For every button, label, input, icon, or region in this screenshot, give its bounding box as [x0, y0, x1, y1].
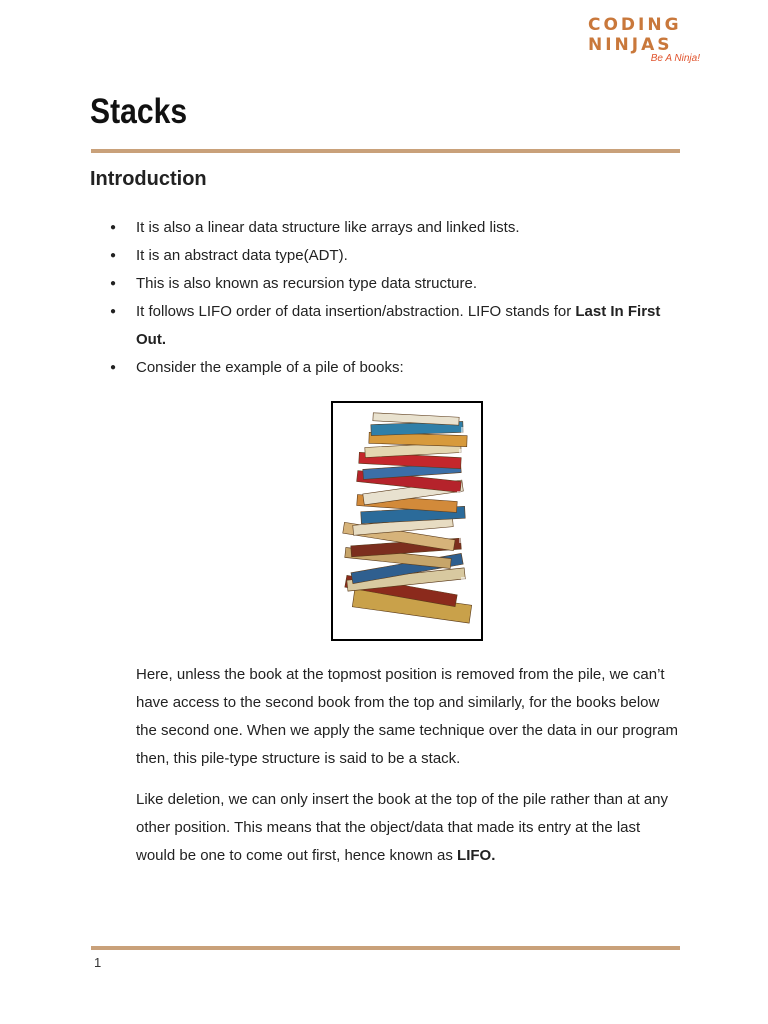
paragraph-text: Like deletion, we can only insert the book at the top of the pile rather than at any other position. This means that the object/data that made its entry at the last would be one to come out first, hence known as [136, 791, 669, 864]
bullet-item [110, 298, 680, 354]
page-title: Stacks [90, 92, 188, 131]
bullet-item: ● This is also known as recursion type data structure. [110, 270, 680, 298]
page-number: 1 [94, 955, 102, 970]
bullet-item: ● It is also a linear data structure like arrays and linked lists. [110, 214, 680, 242]
paragraph-insertion [136, 786, 681, 870]
bullet-item: ● Consider the example of a pile of books: [110, 354, 680, 382]
section-heading: Introduction [90, 168, 207, 190]
intro-bullet-list [110, 214, 680, 382]
paragraph-bold-text: LIFO. [457, 847, 496, 864]
footer-divider [91, 946, 680, 950]
logo-tagline: Be A Ninja! [650, 53, 700, 64]
bullet-item: ● It is an abstract data type(ADT). [110, 242, 680, 270]
title-divider [91, 149, 680, 153]
paragraph-topmost-book: Here, unless the book at the topmost position is removed from the pile, we can’t have access to the second book from the top and similarly, for the books below the second one. When we apply the same technique over the data in our program then, this pile-type structure is said to be a stack. [136, 666, 678, 767]
coding-ninjas-logo [588, 14, 706, 70]
book-pile-image [331, 401, 483, 641]
book-stack-icon [333, 403, 481, 639]
bullet-bold-text: Last In First Out. [136, 303, 661, 348]
bullet-text: It follows LIFO order of data insertion/abstraction. LIFO stands for [136, 303, 576, 320]
logo-line-2: NINJAS [588, 35, 673, 55]
logo-line-1: CODING [588, 15, 682, 35]
